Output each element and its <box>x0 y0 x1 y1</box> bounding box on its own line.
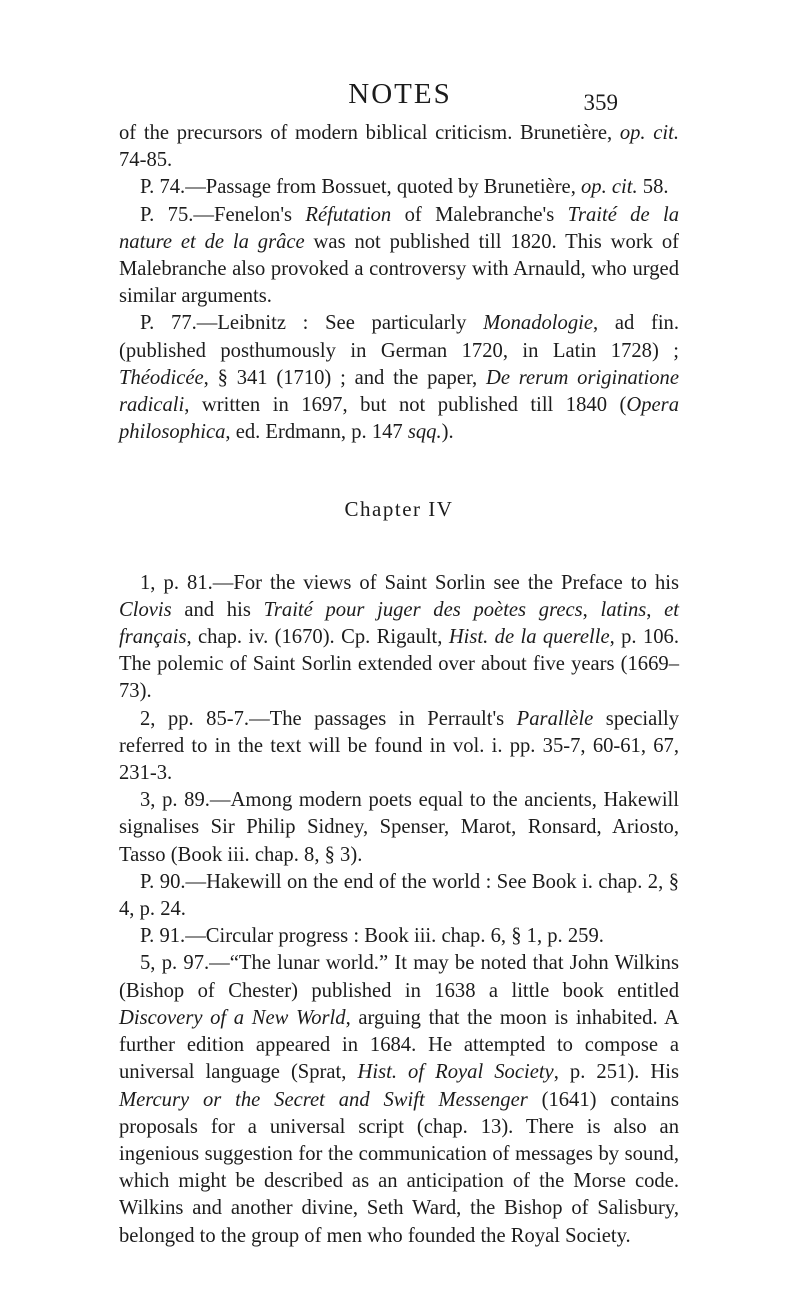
note-paragraph: P. 77.—Leibnitz : See particularly Monadologie, ad fin. (published posthumously in German 1720, in Latin 1728) ; Théodicée, § 341 (1710) ; and the paper, De rerum originatione radicali, written in 1697, but not published till 1840 (Opera philosophica, ed. Erdmann, p. 147 sqq.). <box>119 312 679 444</box>
note-paragraph: of the precursors of modern biblical criticism. Brunetière, op. cit. 74-85. <box>119 122 679 172</box>
note-paragraph: P. 90.—Hakewill on the end of the world : See Book i. chap. 2, § 4, p. 24. <box>119 870 679 921</box>
chapter-heading: Chapter IV <box>344 497 454 522</box>
note-paragraph: P. 74.—Passage from Bossuet, quoted by Brunetière, op. cit. 58. <box>140 176 669 199</box>
note-paragraph: 5, p. 97.—“The lunar world.” It may be noted that John Wilkins (Bishop of Chester) published in 1638 a little book entitled Discovery of a New World, arguing that the moon is inhabited. A further edition appeared in 1684. He attempted to compose a universal language (Sprat, Hist. of Royal Society, p. 251). His Mercury or the Secret and Swift Messenger (1641) contains proposals for a universal script (chap. 13). There is also an ingenious suggestion for the communication of messages by sound, which might be described as an anticipation of the Morse code. Wilkins and another divine, Seth Ward, the Bishop of Salisbury, belonged to the group of men who founded the Royal Society. <box>119 952 680 1247</box>
note-paragraph: 3, p. 89.—Among modern poets equal to the ancients, Hakewill signalises Sir Philip Sidney, Spenser, Marot, Ronsard, Ariosto, Tasso (Book iii. chap. 8, § 3). <box>119 789 679 866</box>
notes-body <box>119 120 679 1250</box>
note-paragraph: 1, p. 81.—For the views of Saint Sorlin see the Preface to his Clovis and his Traité pour juger des poètes grecs, latins, et français, chap. iv. (1670). Cp. Rigault, Hist. de la querelle, p. 106. The polemic of Saint Sorlin extended over about five years (1669–73). <box>119 571 680 703</box>
note-paragraph: P. 75.—Fenelon's Réfutation of Malebranche's Traité de la nature et de la grâce was not published till 1820. This work of Malebranche also provoked a controversy with Arnauld, who urged similar arguments. <box>119 203 679 308</box>
running-head: NOTES <box>348 78 452 110</box>
note-paragraph: P. 91.—Circular progress : Book iii. chap. 6, § 1, p. 259. <box>140 925 604 948</box>
note-paragraph: 2, pp. 85-7.—The passages in Perrault's Parallèle specially referred to in the text will be found in vol. i. pp. 35-7, 60-61, 67, 231-3. <box>119 707 680 785</box>
page-number: 359 <box>583 90 618 115</box>
